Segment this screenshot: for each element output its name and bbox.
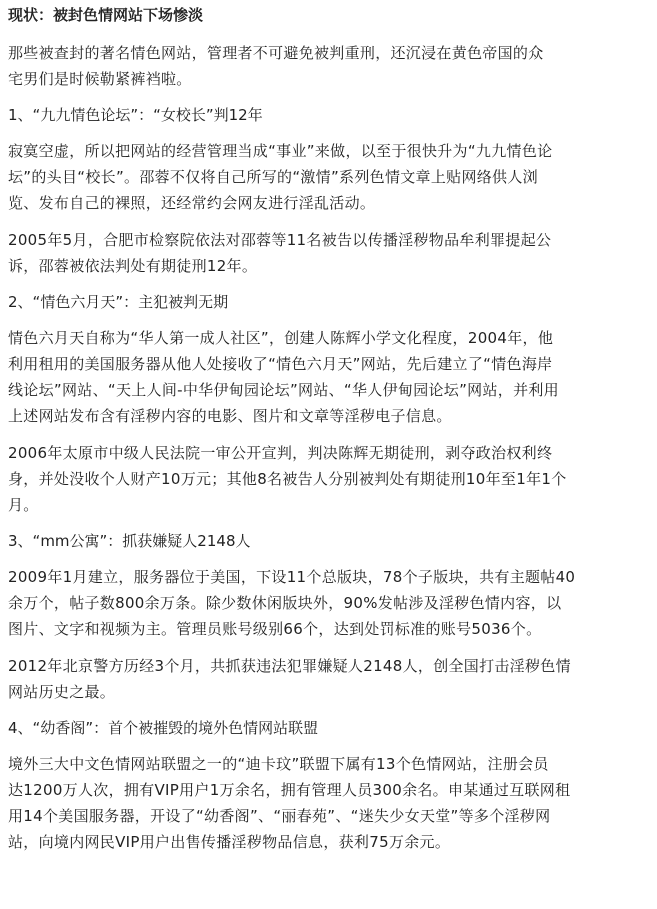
text-line: 2012年北京警方历经3个月，共抓获违法犯罪嫌疑人2148人，创全国打击淫秽色情 <box>8 657 571 675</box>
text-line: 上述网站发布含有淫秽内容的电影、图片和文章等淫秽电子信息。 <box>8 407 452 425</box>
text-line: 余万个，帖子数800余万条。除少数休闲版块外，90%发帖涉及淫秽色情内容，以 <box>8 594 562 612</box>
text-line: 2009年1月建立，服务器位于美国，下设11个总版块，78个子版块，共有主题帖40 <box>8 568 576 586</box>
text-line: 情色六月天自称为“华人第一成人社区”，创建人陈辉小学文化程度，2004年，他 <box>8 329 554 347</box>
paragraph <box>8 138 650 216</box>
text-line: 寂寞空虚，所以把网站的经营管理当成“事业”来做，以至于很快升为“九九情色论 <box>8 142 553 160</box>
paragraph <box>8 751 650 855</box>
text-line: 站，向境内网民VIP用户出售传播淫秽物品信息，获利75万余元。 <box>8 833 451 851</box>
text-line: 览、发布自己的裸照，还经常约会网友进行淫乱活动。 <box>8 194 376 212</box>
text-line: 网站历史之最。 <box>8 683 116 701</box>
text-line: 2006年太原市中级人民法院一审公开宣判，判决陈辉无期徒刑，剥夺政治权利终 <box>8 444 553 462</box>
text-line: 2005年5月，合肥市检察院依法对邵蓉等11名被告以传播淫秽物品牟利罪提起公 <box>8 231 552 249</box>
paragraph <box>8 653 650 705</box>
paragraph <box>8 440 650 518</box>
text-line: 线论坛”网站、“天上人间-中华伊甸园论坛”网站、“华人伊甸园论坛”网站，并利用 <box>8 381 559 399</box>
text-line: 坛”的头目“校长”。邵蓉不仅将自己所写的“激情”系列色情文章上贴网络供人浏 <box>8 168 538 186</box>
text-line: 月。 <box>8 496 39 514</box>
text-line: 诉，邵蓉被依法判处有期徒刑12年。 <box>8 257 258 275</box>
text-line: 身，并处没收个人财产10万元；其他8名被告人分别被判处有期徒刑10年至1年1个 <box>8 470 567 488</box>
text-line: 图片、文字和视频为主。管理员账号级别66个，达到处罚标准的账号5036个。 <box>8 620 542 638</box>
paragraph <box>8 564 650 642</box>
section-heading: 3、“mm公寓”：抓获嫌疑人2148人 <box>8 532 251 550</box>
section-heading: 2、“情色六月天”：主犯被判无期 <box>8 293 229 311</box>
intro-paragraph <box>8 40 650 92</box>
paragraph <box>8 227 650 279</box>
text-line: 用14个美国服务器，开设了“幼香阁”、“丽春苑”、“迷失少女天堂”等多个淫秽网 <box>8 807 551 825</box>
text-line: 宅男们是时候勒紧裤裆啦。 <box>8 70 192 88</box>
section-heading: 1、“九九情色论坛”：“女校长”判12年 <box>8 106 263 124</box>
section-heading: 4、“幼香阁”：首个被摧毁的境外色情网站联盟 <box>8 719 319 737</box>
paragraph <box>8 325 650 429</box>
text-line: 利用租用的美国服务器从他人处接收了“情色六月天”网站，先后建立了“情色海岸 <box>8 355 553 373</box>
article-title: 现状：被封色情网站下场惨淡 <box>8 6 204 24</box>
text-line: 境外三大中文色情网站联盟之一的“迪卡玟”联盟下属有13个色情网站，注册会员 <box>8 755 549 773</box>
text-line: 那些被查封的著名情色网站，管理者不可避免被判重刑，还沉浸在黄色帝国的众 <box>8 44 544 62</box>
text-line: 达1200万人次，拥有VIP用户1万余名，拥有管理人员300余名。申某通过互联网租 <box>8 781 571 799</box>
